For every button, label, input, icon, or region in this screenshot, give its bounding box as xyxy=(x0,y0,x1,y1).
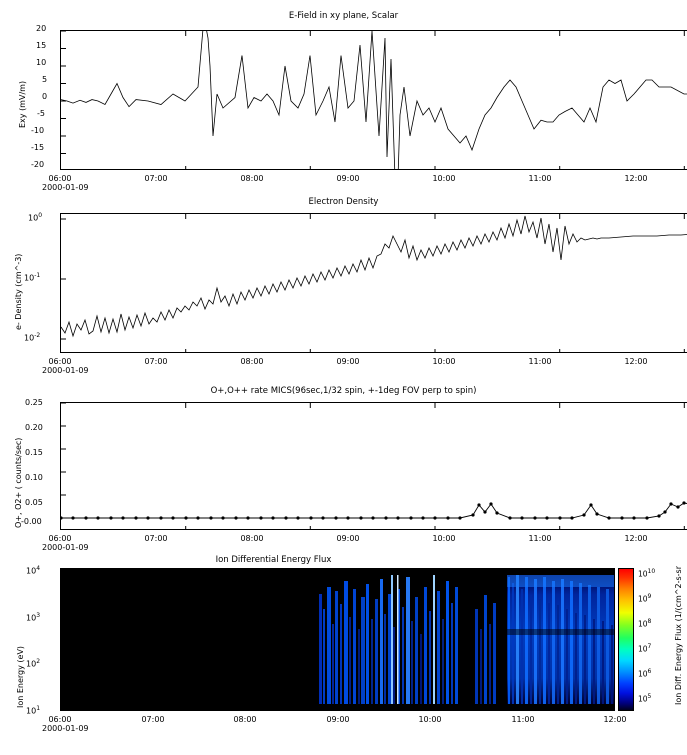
xtick: 10:00 xyxy=(432,534,456,543)
ytick-10-4: $10^4$ xyxy=(26,565,41,576)
panel-edensity-title: Electron Density xyxy=(308,197,379,207)
ytick: -5 xyxy=(37,109,45,118)
oplus-series xyxy=(61,403,687,530)
xtick: 07:00 xyxy=(144,357,168,366)
ytick-10-1: $10^1$ xyxy=(26,705,41,716)
panel-spectrogram-ylabel: Ion Energy (eV) xyxy=(16,645,25,708)
panel-oplus-ylabel: O+, O2+ ( counts/sec) xyxy=(14,437,23,528)
xtick: 08:00 xyxy=(240,174,264,183)
xtick: 10:00 xyxy=(432,174,456,183)
ytick-10-m1: $10^{-1}$ xyxy=(24,272,41,283)
spectrogram-image xyxy=(61,569,615,711)
xtick: 08:00 xyxy=(240,534,264,543)
cbtick-10-6: $10^6$ xyxy=(638,668,652,679)
ytick-10-3: $10^3$ xyxy=(26,612,41,623)
ytick: -10 xyxy=(31,126,45,135)
xtick: 12:00 xyxy=(624,534,648,543)
date-label: 2000-01-09 xyxy=(42,543,89,552)
ytick: 0.05 xyxy=(25,498,43,507)
efield-series xyxy=(61,31,687,170)
ytick: 0 xyxy=(42,92,48,101)
date-label: 2000-01-09 xyxy=(42,366,89,375)
xtick: 06:00 xyxy=(48,174,72,183)
panel-edensity-plot xyxy=(60,213,687,353)
oplus-markers xyxy=(61,456,687,519)
xtick: 11:00 xyxy=(511,715,535,724)
ytick: 0.20 xyxy=(25,423,43,432)
panel-edensity-ylabel: e- Density (cm^-3) xyxy=(14,253,23,330)
xtick: 06:00 xyxy=(48,357,72,366)
ytick: 0.10 xyxy=(25,473,43,482)
ytick-10-m2: $10^{-2}$ xyxy=(24,332,41,343)
xtick: 07:00 xyxy=(141,715,165,724)
panel-efield-plot xyxy=(60,30,687,170)
date-label: 2000-01-09 xyxy=(42,183,89,192)
panel-oplus-plot xyxy=(60,402,687,530)
colorbar xyxy=(618,568,634,711)
ytick: 0.15 xyxy=(25,448,43,457)
panel-efield xyxy=(0,0,687,190)
panel-oplus xyxy=(0,380,687,560)
ytick: 0.25 xyxy=(25,398,43,407)
xtick: 09:00 xyxy=(326,715,350,724)
xtick: 10:00 xyxy=(432,357,456,366)
panel-edensity xyxy=(0,190,687,380)
ytick-10-2: $10^2$ xyxy=(26,658,41,669)
cbtick-10-10: $10^{10}$ xyxy=(638,568,656,579)
xtick: 10:00 xyxy=(418,715,442,724)
xtick: 11:00 xyxy=(528,174,552,183)
colorbar-label: Ion Diff. Energy Flux (1/(cm^2-s-sr xyxy=(674,566,683,705)
xtick: 11:00 xyxy=(528,357,552,366)
ytick: -15 xyxy=(31,143,45,152)
cbtick-10-5: $10^5$ xyxy=(638,693,652,704)
cbtick-10-9: $10^9$ xyxy=(638,593,652,604)
xtick: 06:00 xyxy=(48,715,72,724)
edensity-series xyxy=(61,214,687,353)
ytick: 20 xyxy=(36,24,47,33)
ytick: 10 xyxy=(36,58,47,67)
panel-spectrogram-plot xyxy=(60,568,615,711)
xtick: 09:00 xyxy=(336,174,360,183)
xtick: 08:00 xyxy=(233,715,257,724)
xtick: 09:00 xyxy=(336,357,360,366)
xtick: 12:00 xyxy=(603,715,627,724)
xtick: 12:00 xyxy=(624,174,648,183)
xtick: 07:00 xyxy=(144,534,168,543)
panel-efield-title: E-Field in xy plane, Scalar xyxy=(288,11,399,21)
xtick: 09:00 xyxy=(336,534,360,543)
xtick: 11:00 xyxy=(528,534,552,543)
date-label: 2000-01-09 xyxy=(42,724,89,733)
cbtick-10-8: $10^8$ xyxy=(638,618,652,629)
ytick: 15 xyxy=(36,41,47,50)
ytick: -0.00 xyxy=(21,517,42,526)
cbtick-10-7: $10^7$ xyxy=(638,643,652,654)
panel-efield-ylabel: Exy (mV/m) xyxy=(18,80,27,128)
xtick: 12:00 xyxy=(624,357,648,366)
ytick: 5 xyxy=(42,75,48,84)
xtick: 07:00 xyxy=(144,174,168,183)
panel-spectrogram-title: Ion Differential Energy Flux xyxy=(215,555,332,565)
ytick: -20 xyxy=(31,160,45,169)
panel-oplus-title: O+,O++ rate MICS(96sec,1/32 spin, +-1deg FOV perp to spin) xyxy=(210,386,477,396)
ytick-10-0: $10^0$ xyxy=(28,212,43,223)
xtick: 08:00 xyxy=(240,357,264,366)
xtick: 06:00 xyxy=(48,534,72,543)
panel-spectrogram xyxy=(0,555,687,755)
